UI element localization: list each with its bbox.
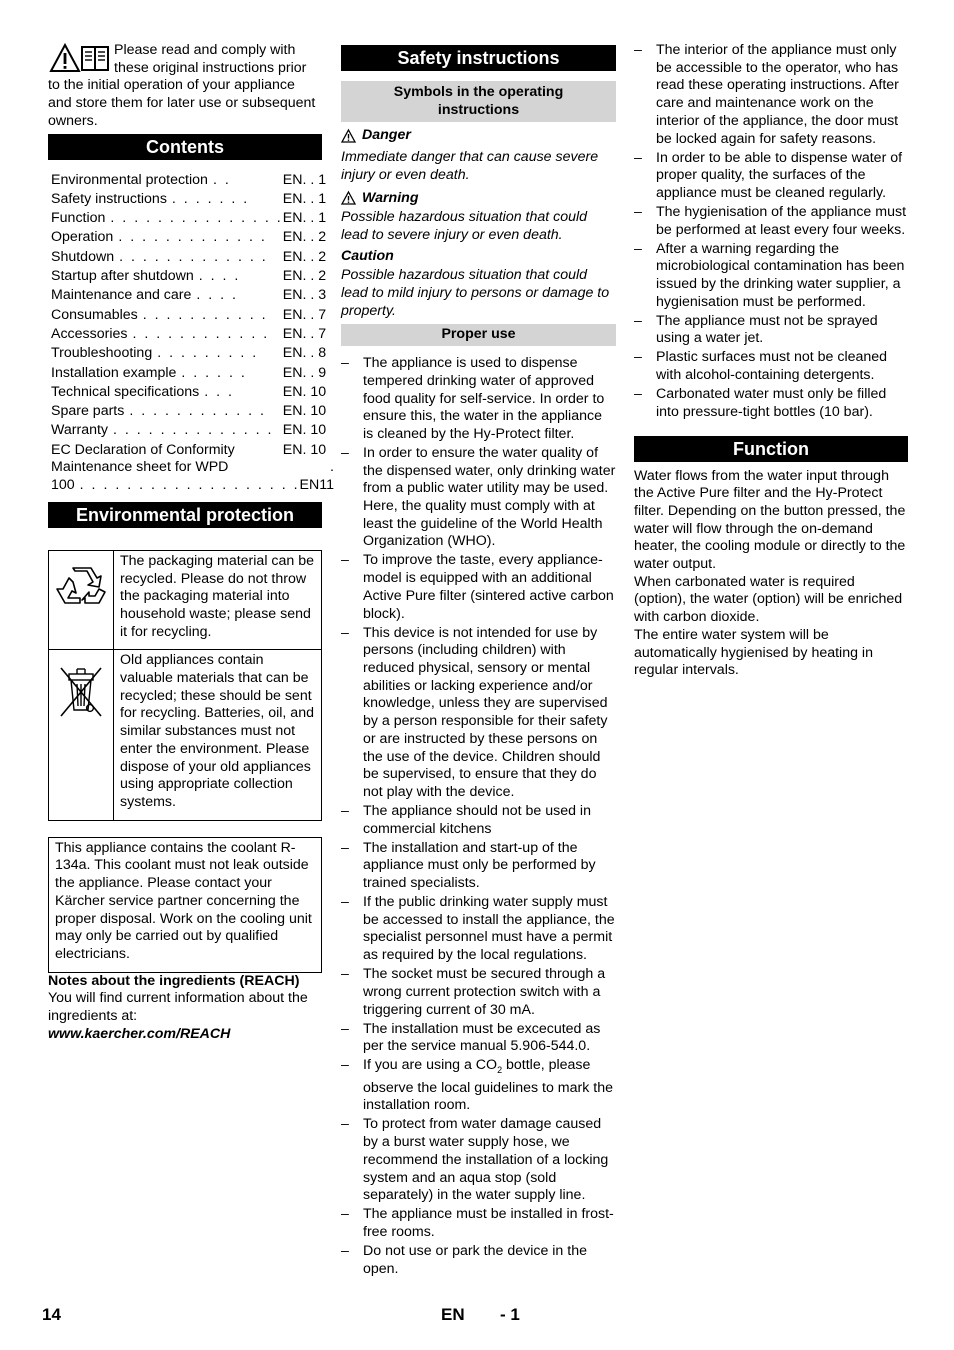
toc-row[interactable] (48, 440, 332, 459)
toc-dots: . . . . . . . . . . . . . . . (110, 210, 283, 227)
toc-page: . . 3 (302, 287, 327, 304)
toc-row[interactable] (48, 266, 332, 285)
proper-use-list-end (341, 1116, 616, 1278)
reach-text: You will find current information about the ingredients at: (48, 990, 308, 1025)
warning-triangle-small-icon (341, 191, 356, 205)
contents-heading: Contents (48, 134, 322, 160)
list-item: – The socket must be secured through a wrong current protection switch with a triggering current of 30 mA. (341, 966, 616, 1019)
old-appliances-text: Old appliances contain valuable materials that can be recycled; these should be sent for recycling. Batteries, oil, and similar substances must not enter the environment. Please dispose of your old appliances using appropriate collection systems. (114, 650, 322, 820)
toc-dots: . . . . . . . . . . . . . (119, 248, 268, 265)
danger-text: Immediate danger that can cause severe injury or even death. (341, 149, 599, 183)
toc-lang: EN (282, 441, 303, 458)
proper-use-list (341, 355, 616, 1056)
toc-dots: . . . . . . . (171, 190, 250, 207)
list-item: – If the public drinking water supply must be accessed to install the appliance, the specialist personnel must have a permit as required by the local regulations. (341, 894, 616, 965)
list-item: – The appliance should not be used in commercial kitchens (341, 803, 616, 838)
toc-title: Maintenance and care (51, 287, 192, 304)
toc-row[interactable] (48, 247, 332, 266)
toc-title: Consumables (51, 306, 138, 323)
function-text (634, 468, 908, 680)
toc-lang: EN (282, 403, 303, 420)
toc-last-item (48, 459, 334, 494)
toc-page: . . 9 (302, 364, 327, 381)
toc-page: . 10 (302, 422, 327, 439)
toc-row[interactable] (48, 170, 332, 189)
list-item: – The installation and start-up of the appliance must only be performed by trained specialists. (341, 840, 616, 893)
intro-text: Please read and comply with these original instructions prior to the initial operation of your appliance and store them for later use or subsequent owners. (48, 42, 316, 129)
list-item: – The appliance must not be sprayed using a water jet. (634, 313, 908, 348)
toc-title: Warranty (51, 422, 109, 439)
intro-icons (48, 42, 110, 72)
contents-table (48, 170, 332, 459)
warning-text: Possible hazardous situation that could lead to severe injury or even death. (341, 209, 588, 243)
list-item: – The installation must be excecuted as per the service manual 5.906-544.0. (341, 1021, 616, 1056)
toc-title: Installation example (51, 364, 177, 381)
proper-use-heading: Proper use (341, 324, 616, 346)
function-heading: Function (634, 436, 908, 462)
list-item: – In order to be able to dispense water of proper quality, the surfaces of the appliance must be cleaned regularly. (634, 150, 908, 203)
toc-lang: EN (282, 345, 303, 362)
toc-page: . . 8 (302, 345, 327, 362)
toc-row[interactable] (48, 421, 332, 440)
toc-row[interactable] (48, 209, 332, 228)
toc-page: . . 7 (302, 306, 327, 323)
toc-row[interactable] (48, 305, 332, 324)
column-right (634, 42, 908, 680)
toc-dots: . . . . . . (181, 364, 247, 381)
toc-title: Startup after shutdown (51, 268, 194, 285)
toc-row[interactable] (48, 228, 332, 247)
toc-row[interactable] (48, 382, 332, 401)
toc-row[interactable] (48, 324, 332, 343)
function-paragraph: When carbonated water is required (option), the water (option) will be enriched with carbon dioxide. (634, 573, 903, 626)
list-item: – The interior of the appliance must only be accessible to the operator, who has read these operating instructions. After care and maintenance work on the interior of the appliance, the door must be locked again for safety reasons. (634, 42, 908, 148)
list-item: – If you are using a $CO_2$ bottle, please observe the local guidelines to mark the installation room. (341, 1057, 616, 1115)
toc-dots: . . . . . . . . . . . (142, 306, 268, 323)
toc-last-title-line2: 100 (51, 477, 75, 494)
toc-title: Operation (51, 229, 114, 246)
toc-lang: EN (282, 210, 303, 227)
function-paragraph: The entire water system will be automatically hygienised by heating in regular intervals. (634, 626, 873, 679)
toc-dots: . . . (204, 383, 234, 400)
toc-page: . 10 (302, 383, 327, 400)
column-middle (341, 42, 616, 1280)
toc-lang: EN (282, 364, 303, 381)
danger-triangle-icon (341, 129, 356, 143)
list-item: – After a warning regarding the microbiological contamination has been issued by the drinking water supplier, a hygienisation must be performed. (634, 241, 908, 312)
footer-page-number: 14 (42, 1305, 61, 1324)
toc-last-lang: EN (299, 477, 320, 494)
toc-title: Function (51, 210, 106, 227)
packaging-text: The packaging material can be recycled. Please do not throw the packaging material into household waste; please send it for recycling. (114, 550, 322, 650)
toc-page: . . 1 (302, 190, 327, 207)
toc-title: Safety instructions (51, 190, 167, 207)
toc-page: . . 2 (302, 229, 327, 246)
toc-last-dots: . . . . . . . . . . . . . . . . . . . (79, 477, 300, 494)
reach-link[interactable]: www.kaercher.com/REACH (48, 1025, 231, 1042)
footer-section-page: - 1 (500, 1305, 520, 1324)
toc-title: Accessories (51, 325, 128, 342)
crossed-bin-icon (59, 664, 103, 720)
toc-dots: . . . . . . . . . . . . (132, 325, 270, 342)
list-item: – The appliance must be installed in frost-free rooms. (341, 1206, 616, 1241)
toc-title: Technical specifications (51, 383, 200, 400)
toc-last-page: . 11 (319, 459, 334, 494)
footer-lang: EN (441, 1305, 465, 1324)
toc-row[interactable] (48, 286, 332, 305)
toc-dots: . . . . . . . . . (157, 345, 259, 362)
manual-book-icon (81, 44, 109, 72)
toc-lang: EN (282, 268, 303, 285)
warning-label: Warning (362, 189, 419, 206)
toc-lang: EN (282, 190, 303, 207)
toc-dots: . . . . (198, 268, 241, 285)
toc-title: EC Declaration of Conformity (51, 441, 235, 458)
toc-last-title-line1: Maintenance sheet for WPD (51, 459, 229, 476)
caution-label: Caution (341, 247, 394, 264)
toc-row[interactable] (48, 363, 332, 382)
toc-lang: EN (282, 325, 303, 342)
toc-dots (235, 442, 283, 460)
toc-lang: EN (282, 171, 303, 188)
list-item: – In order to ensure the water quality of the dispensed water, only drinking water from a public water utility may be used. Here, the quality must comply with at least the guideline of the World Health Organization (WHO). (341, 445, 616, 551)
reach-heading: Notes about the ingredients (REACH) (48, 972, 300, 989)
danger-label: Danger (362, 127, 411, 144)
danger-heading (341, 127, 616, 145)
toc-page: . . 2 (302, 248, 327, 265)
toc-dots: . . . . . . . . . . . . (129, 403, 267, 420)
recycling-icon (55, 565, 107, 617)
list-item: – To improve the taste, every appliance-model is equipped with an additional Active Pure filter (sintered active carbon block). (341, 552, 616, 623)
toc-dots: . . . . . . . . . . . . . (118, 229, 267, 246)
toc-row[interactable] (48, 189, 332, 208)
safety-heading: Safety instructions (341, 45, 616, 71)
toc-lang: EN (282, 287, 303, 304)
symbols-heading: Symbols in the operating instructions (341, 81, 616, 122)
list-item: – Carbonated water must only be filled into pressure-tight bottles (10 bar). (634, 386, 908, 421)
safety-list-continued (634, 42, 908, 422)
warning-heading (341, 190, 616, 208)
toc-lang: EN (282, 306, 303, 323)
list-item: – Do not use or park the device in the open. (341, 1243, 616, 1278)
toc-title: Environmental protection (51, 171, 208, 188)
intro-block (48, 42, 322, 130)
toc-page: . . 1 (302, 171, 327, 188)
toc-page: . 10 (302, 441, 327, 458)
coolant-notice: This appliance contains the coolant R-134a. This coolant must not leak outside the appliance. Please contact your Kärcher service partner concerning the proper disposal. Work on the cooling unit may only be carried out by qualified electricians. (48, 837, 322, 973)
list-item: – Plastic surfaces must not be cleaned with alcohol-containing detergents. (634, 349, 908, 384)
toc-lang: EN (282, 383, 303, 400)
environmental-table (48, 550, 322, 821)
environmental-heading: Environmental protection (48, 502, 322, 528)
toc-page: . 10 (302, 403, 327, 420)
toc-lang: EN (282, 422, 303, 439)
toc-lang: EN (282, 229, 303, 246)
list-item: – The appliance is used to dispense tempered drinking water of approved food quality for self-service. In order to ensure this, the water in the appliance is cleaned by the Hy-Protect filter. (341, 355, 616, 444)
list-item: – To protect from water damage caused by a burst water supply hose, we recommend the installation of a locking system and an aqua stop (sold separately) in the water supply line. (341, 1116, 616, 1205)
toc-dots: . . (212, 171, 231, 188)
toc-dots: . . . . (196, 287, 238, 304)
toc-page: . . 7 (302, 325, 327, 342)
warning-triangle-icon (50, 44, 80, 72)
proper-use-list-co2 (341, 1057, 616, 1115)
toc-dots: . . . . . . . . . . . . . . (113, 422, 274, 439)
function-paragraph: Water flows from the water input through the Active Pure filter and the Hy-Protect filter. Depending on the button pressed, the water will flow through the on-demand heater, the cooling module or directly to the water output. (634, 467, 906, 573)
toc-page: . . 1 (302, 210, 327, 227)
toc-title: Shutdown (51, 248, 115, 265)
column-left (48, 42, 334, 1043)
toc-row[interactable] (48, 402, 332, 421)
toc-row[interactable] (48, 344, 332, 363)
toc-title: Spare parts (51, 403, 125, 420)
toc-lang: EN (282, 248, 303, 265)
list-item: – The hygienisation of the appliance must be performed at least every four weeks. (634, 204, 908, 239)
toc-page: . . 2 (302, 268, 327, 285)
caution-text: Possible hazardous situation that could lead to mild injury to persons or damage to property. (341, 267, 610, 319)
toc-title: Troubleshooting (51, 345, 153, 362)
list-item: – This device is not intended for use by persons (including children) with reduced physical, sensory or mental abilities or lacking experience and/or knowledge, unless they are supervised by a person responsible for their safety or are instructed by these persons on the use of the device. Children should be supervised, to ensure that they do not play with the device. (341, 625, 616, 802)
